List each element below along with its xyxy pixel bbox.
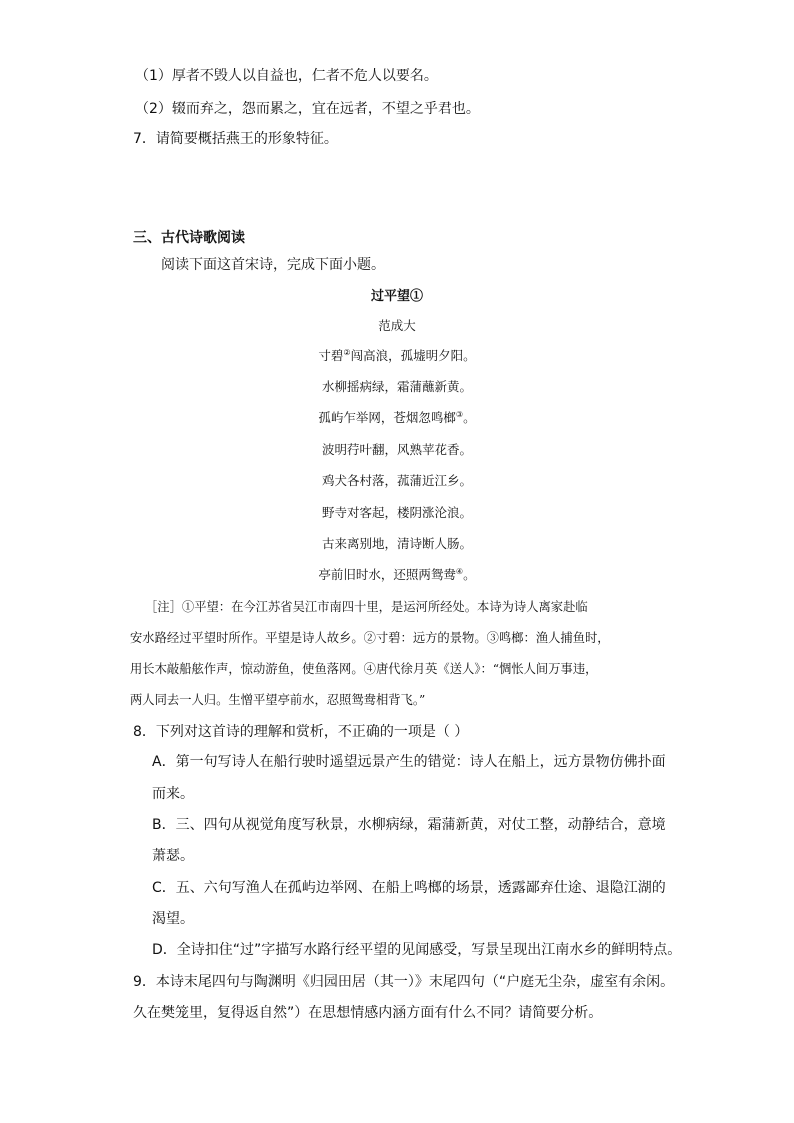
option-a: A．第一句写诗人在船行驶时遥望远景产生的错觉：诗人在船上，远方景物仿佛扑面 — [152, 754, 666, 770]
section-heading: 三、古代诗歌阅读 — [133, 230, 245, 246]
note-line: 安水路经过平望时所作。平望是诗人故乡。②寸碧：远方的景物。③鸣榔：渔人捕鱼时， — [130, 631, 610, 645]
option-c-cont: 渴望。 — [152, 911, 194, 927]
option-a-cont: 而来。 — [152, 786, 194, 802]
option-b-cont: 萧瑟。 — [152, 848, 194, 864]
poem-line: 野寺对客起，楼阴涨沦浪。 — [321, 505, 472, 520]
question-7: 7．请简要概括燕王的形象特征。 — [133, 131, 338, 147]
question-9-cont: 久在樊笼里，复得返自然”）在思想情感内涵方面有什么不同？请简要分析。 — [133, 1005, 603, 1021]
section-instruction: 阅读下面这首宋诗，完成下面小题。 — [161, 257, 385, 273]
option-b: B．三、四句从视觉角度写秋景，水柳病绿，霜蒲新黄，对仗工整，动静结合，意境 — [152, 817, 666, 833]
note-line: ［注］①平望：在今江苏省吴江市南四十里，是运河所经处。本诗为诗人离家赴临 — [145, 600, 588, 614]
note-line: 两人同去一人归。生憎平望亭前水，忍照鸳鸯相背飞。” — [130, 693, 426, 707]
note-line: 用长木敲船舷作声，惊动游鱼，使鱼落网。④唐代徐月英《送人》：“惆怅人间万事违， — [130, 662, 598, 676]
option-c: C．五、六句写渔人在孤屿边举网、在船上鸣榔的场景，透露鄙弃仕途、退隐江湖的 — [152, 880, 666, 896]
poem-author: 范成大 — [378, 318, 416, 333]
poem-line: 水柳摇病绿，霜蒲蘸新黄。 — [321, 379, 472, 394]
poem-line: 古来离别地，清诗断人肠。 — [321, 536, 472, 551]
poem-title: 过平望① — [370, 289, 423, 304]
question-8-stem: 8．下列对这首诗的理解和赏析，不正确的一项是（ ） — [133, 724, 469, 740]
poem-line: 鸡犬各村落，菰蒲近江乡。 — [321, 473, 472, 488]
translation-item-1: （1）厚者不毁人以自益也，仁者不危人以要名。 — [135, 68, 438, 84]
poem-line: 寸碧②闯高浪，孤墟明夕阳。 — [318, 347, 476, 363]
poem-line: 亭前旧时水，还照两鸳鸯④。 — [318, 566, 476, 582]
poem-line: 孤屿乍举网，苍烟忽鸣榔③。 — [318, 409, 476, 425]
translation-item-2: （2）辍而弃之，怨而累之，宜在远者，不望之乎君也。 — [135, 101, 480, 117]
question-9: 9．本诗末尾四句与陶渊明《归园田居（其一）》末尾四句（“户庭无尘杂，虚室有余闲。 — [133, 974, 675, 990]
option-d: D．全诗扣住“过”字描写水路行经平望的见闻感受，写景呈现出江南水乡的鲜明特点。 — [152, 942, 682, 958]
poem-line: 波明荇叶翻，风熟苹花香。 — [321, 442, 472, 457]
